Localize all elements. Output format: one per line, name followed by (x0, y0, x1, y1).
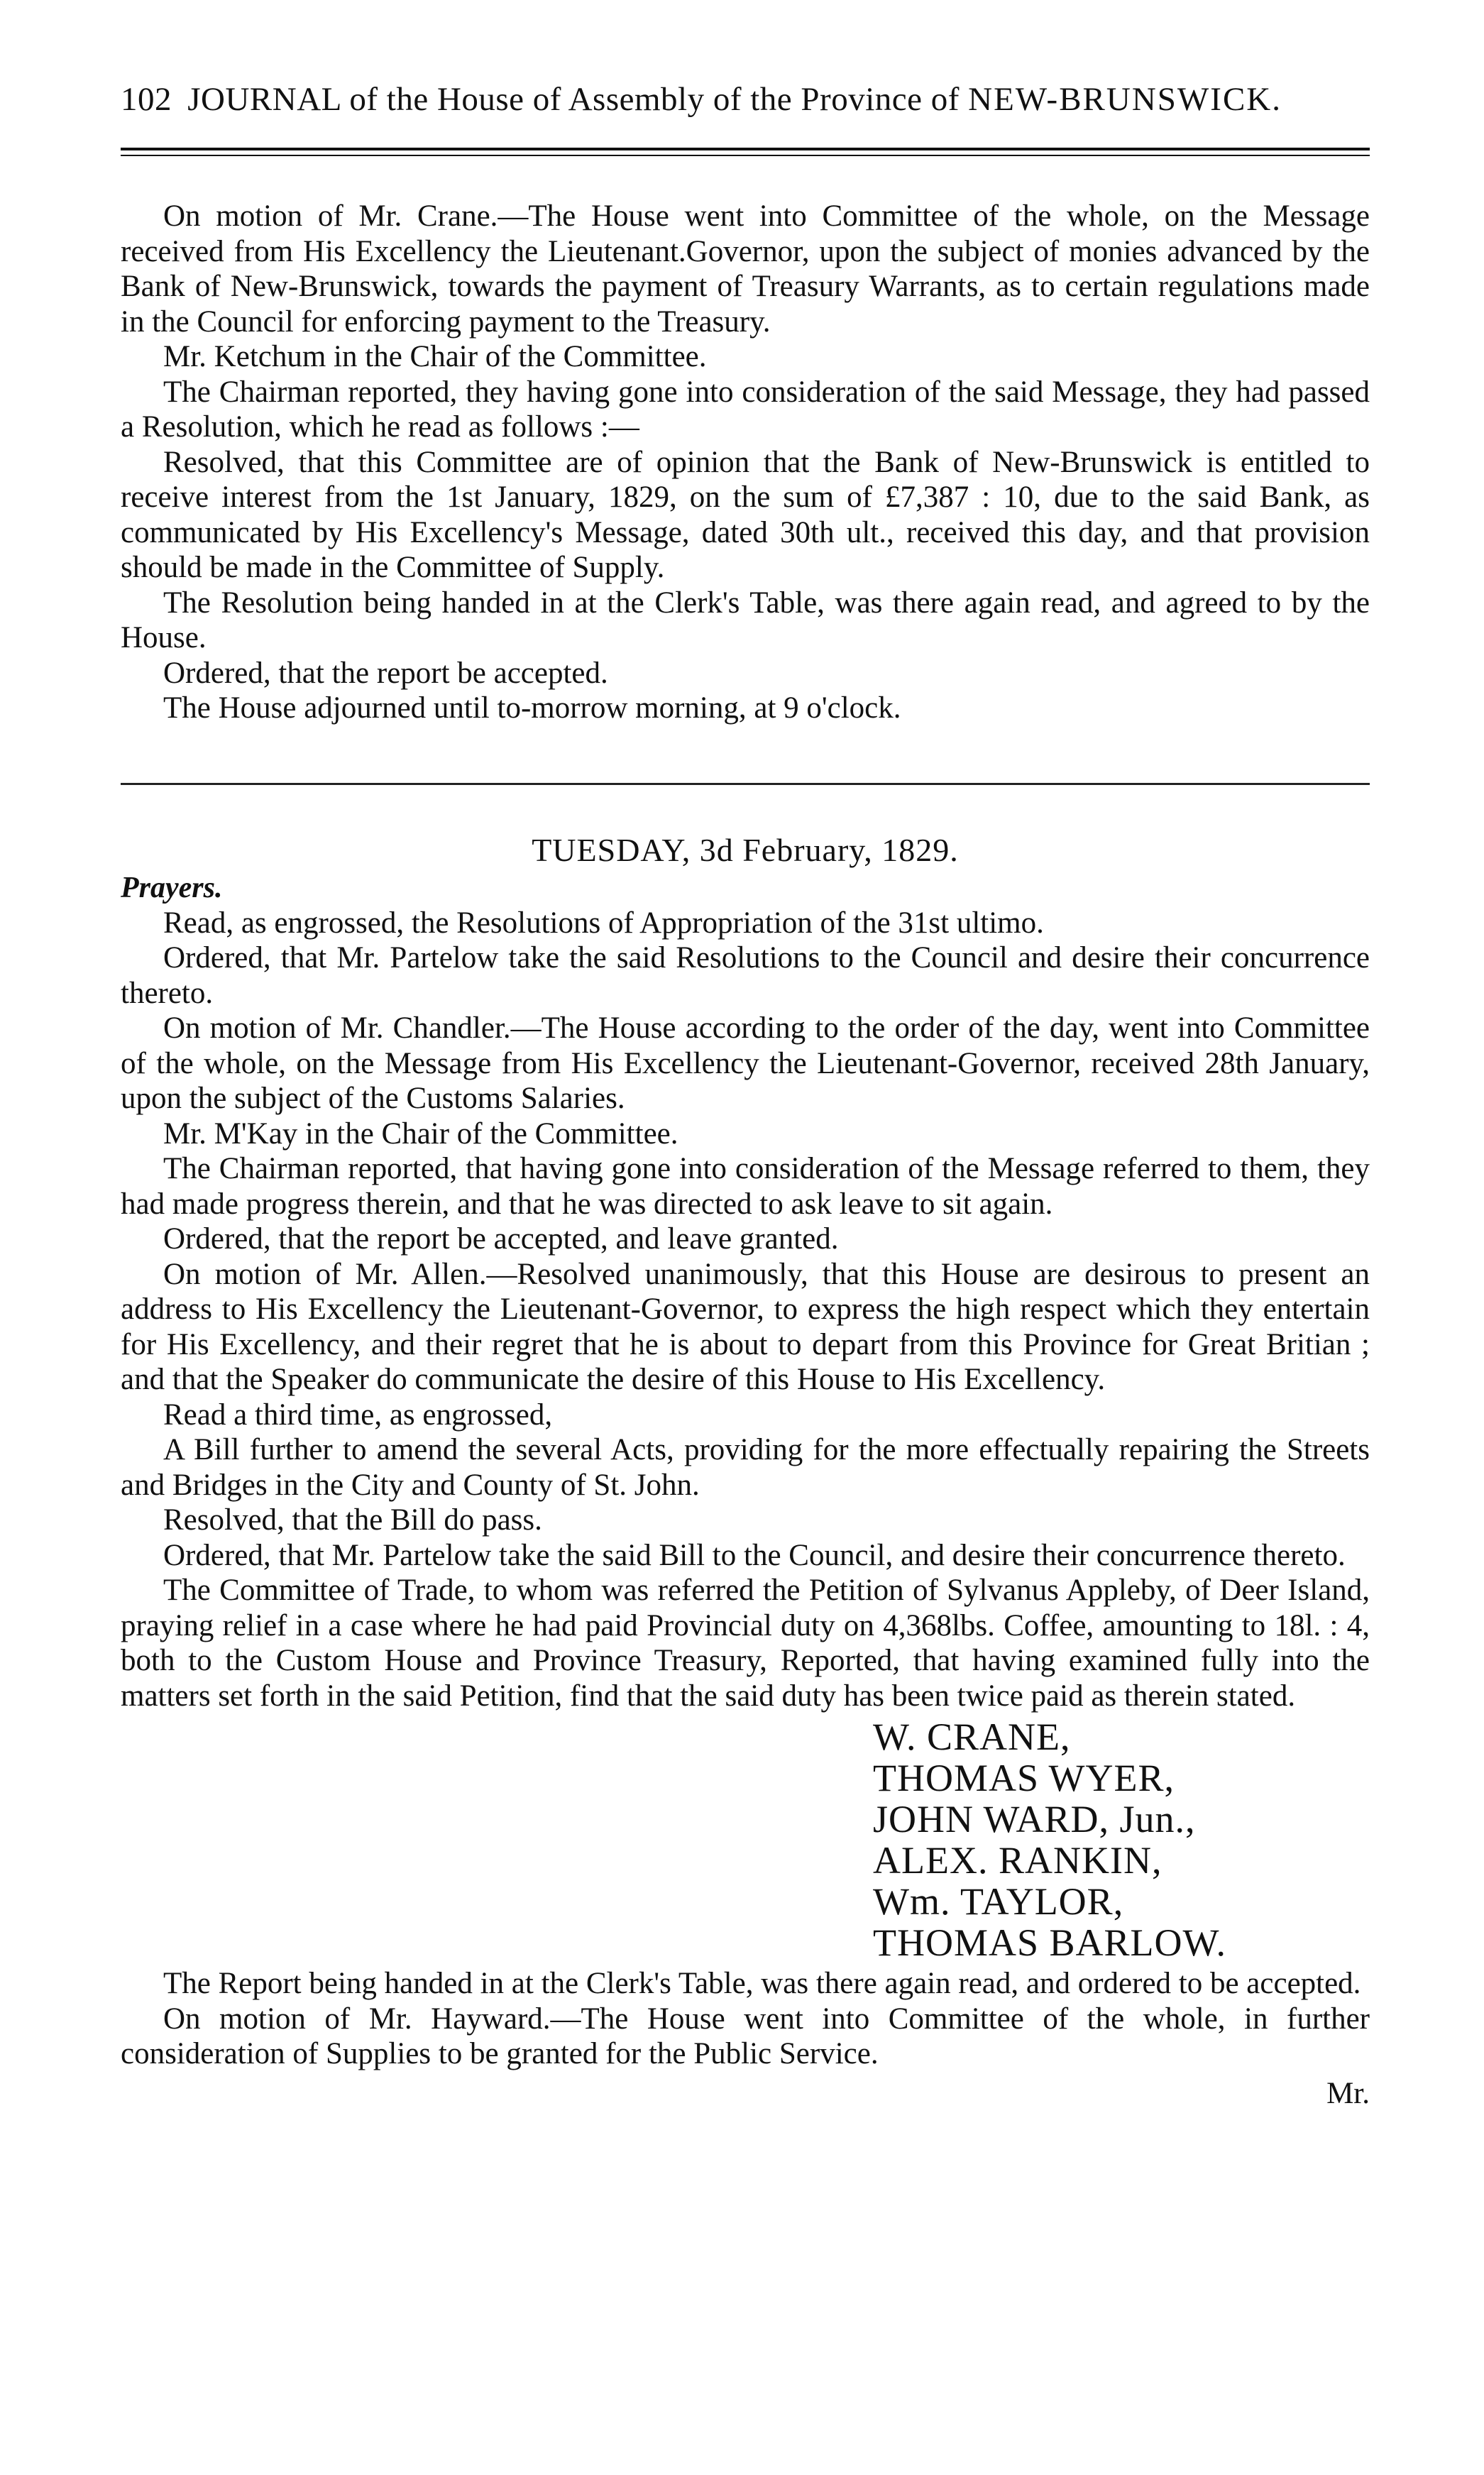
prayers-label: Prayers. (121, 871, 223, 904)
paragraph: Mr. M'Kay in the Chair of the Committee. (163, 1116, 678, 1151)
paragraph: Ordered, that the report be accepted. (163, 656, 608, 690)
running-header (121, 78, 1370, 121)
paragraph: The Chairman reported, that having gone into consideration of the Message referred to them, they had made progress therein, and that he was directed to ask leave to sit again. (121, 1152, 1370, 1221)
paragraph: Read, as engrossed, the Resolutions of Appropriation of the 31st ultimo. (163, 906, 1044, 940)
header-rule (121, 148, 1370, 156)
paragraph: On motion of Mr. Hayward.—The House went into Committee of the whole, in further consideration of Supplies to be granted for the Public Service. (121, 2002, 1370, 2070)
signer-name: Wm. TAYLOR, (873, 1880, 1124, 1923)
signer-name: ALEX. RANKIN, (873, 1839, 1163, 1882)
paragraph: Mr. Ketchum in the Chair of the Committee. (163, 340, 707, 373)
header-title: JOURNAL of the House of Assembly of the Province of (187, 81, 960, 118)
paragraph: Resolved, that this Committee are of opinion that the Bank of New-Brunswick is entitled to receive interest from the 1st January, 1829, on the sum of £7,387 : 10, due to the said Bank, as communicated by His Excellency's Message, dated 30th ult., received this day, and that provision should be made in the Committee of Supply. (121, 445, 1370, 584)
paragraph: A Bill further to amend the several Acts, providing for the more effectually repairing the Streets and Bridges in the City and County of St. John. (121, 1433, 1370, 1502)
paragraph: Read a third time, as engrossed, (163, 1398, 553, 1432)
date-heading: TUESDAY, 3d February, 1829. (532, 831, 959, 868)
paragraph: Ordered, that Mr. Partelow take the said Bill to the Council, and desire their concurrence thereto. (163, 1538, 1346, 1572)
paragraph: The Report being handed in at the Clerk's Table, was there again read, and ordered to be accepted. (163, 1967, 1361, 2000)
paragraph: The House adjourned until to-morrow morning, at 9 o'clock. (163, 691, 901, 725)
paragraph: On motion of Mr. Crane.—The House went into Committee of the whole, on the Message received from His Excellency the Lieutenant.Governor, upon the subject of monies advanced by the Bank of New-Brunswick, towards the payment of Treasury Warrants, as to certain regulations made in the Council for enforcing payment to the Treasury. (121, 199, 1370, 339)
paragraph: The Chairman reported, they having gone into consideration of the said Message, they had passed a Resolution, which he read as follows :— (121, 375, 1370, 444)
section-divider (121, 783, 1370, 785)
page-number: 102 (121, 81, 172, 118)
journal-page (121, 78, 1370, 2112)
signer-name: JOHN WARD, Jun., (873, 1798, 1196, 1840)
committee-signers (873, 1716, 1370, 1963)
catchword: Mr. (1326, 2076, 1370, 2110)
signer-name: THOMAS WYER, (873, 1757, 1175, 1799)
paragraph: Ordered, that Mr. Partelow take the said Resolutions to the Council and desire their concurrence thereto. (121, 941, 1370, 1010)
paragraph: On motion of Mr. Chandler.—The House according to the order of the day, went into Committee of the whole, on the Message from His Excellency the Lieutenant-Governor, received 28th January, upon the subject of the Customs Salaries. (121, 1011, 1370, 1115)
paragraph: Ordered, that the report be accepted, and leave granted. (163, 1222, 839, 1256)
header-province: NEW-BRUNSWICK. (968, 81, 1282, 118)
paragraph: The Committee of Trade, to whom was referred the Petition of Sylvanus Appleby, of Deer Island, praying relief in a case where he had paid Provincial duty on 4,368lbs. Coffee, amounting to 18l. : 4, both to the Custom House and Province Treasury, Reported, that having examined fully into the matters set forth in the said Petition, find that the said duty has been twice paid as therein stated. (121, 1574, 1370, 1713)
signer-name: THOMAS BARLOW. (873, 1921, 1227, 1964)
section-proceedings-1 (121, 199, 1370, 726)
paragraph: On motion of Mr. Allen.—Resolved unanimously, that this House are desirous to present an address to His Excellency the Lieutenant-Governor, to express the high respect which they entertain for His Excellency, and their regret that he is about to depart from this Province for Great Britian ; and that the Speaker do communicate the desire of this House to His Excellency. (121, 1257, 1370, 1396)
paragraph: Resolved, that the Bill do pass. (163, 1503, 542, 1537)
section-proceedings-2 (121, 870, 1370, 2112)
signer-name: W. CRANE, (873, 1716, 1071, 1758)
paragraph: The Resolution being handed in at the Clerk's Table, was there again read, and agreed to by the House. (121, 586, 1370, 654)
